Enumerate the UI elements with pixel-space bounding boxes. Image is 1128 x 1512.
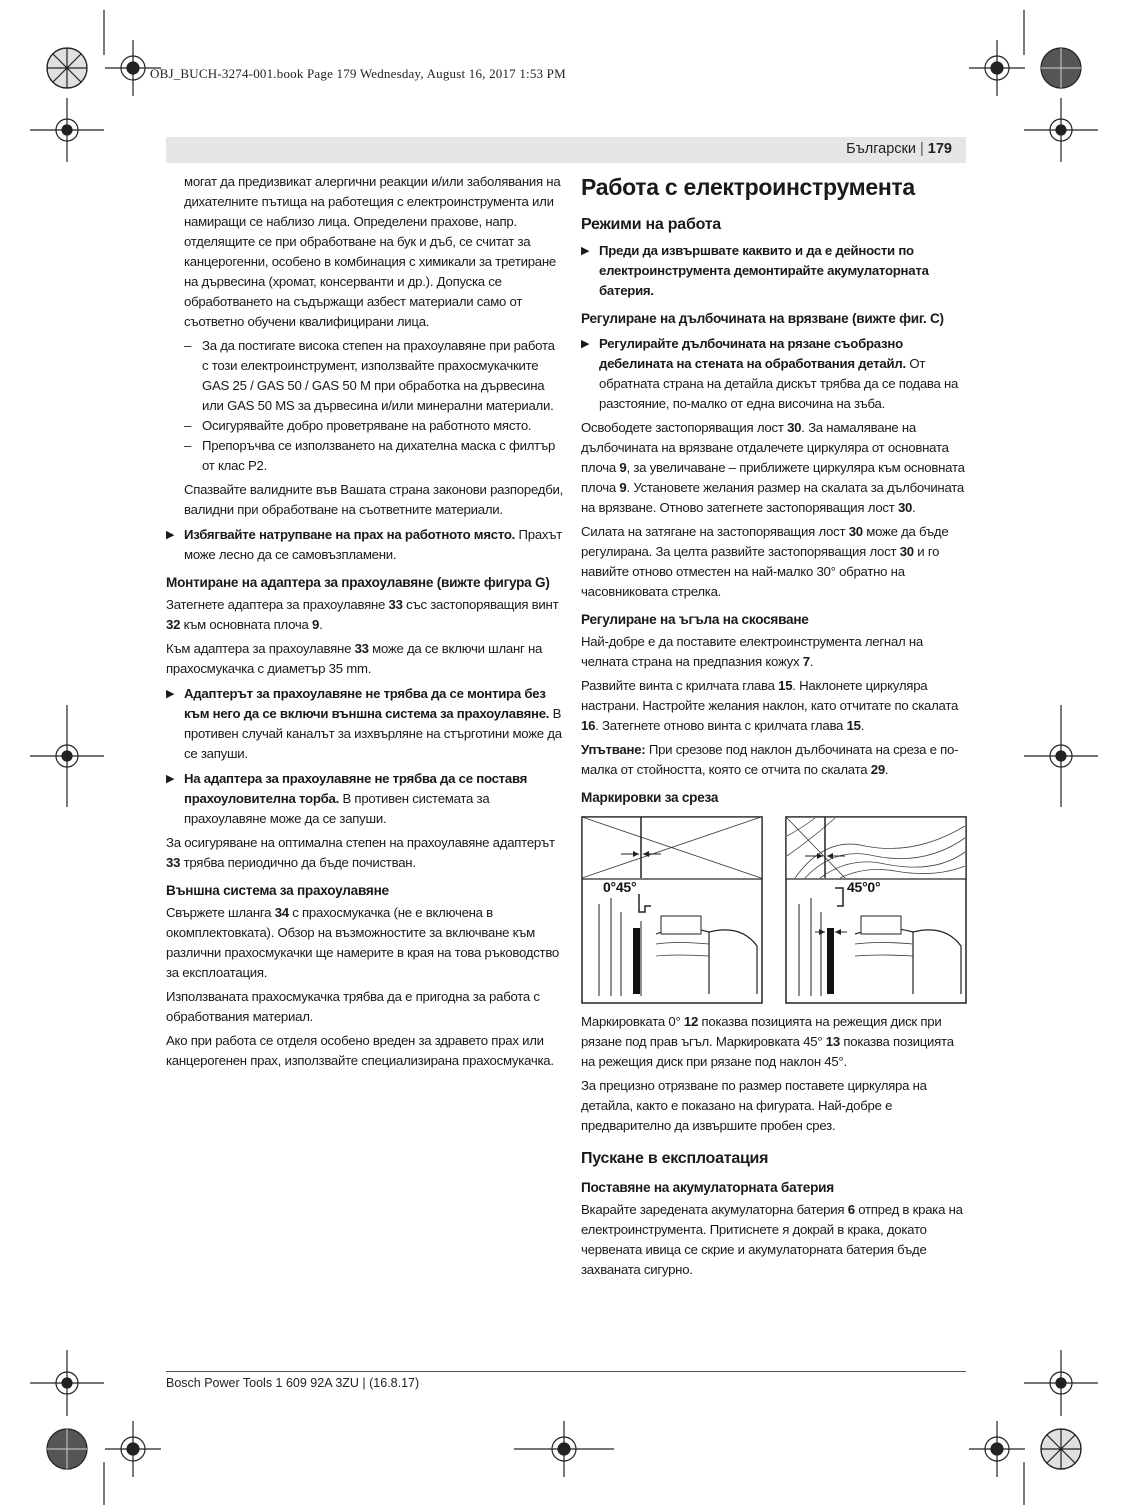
footer-rule: [166, 1371, 966, 1372]
warning-bullet: ▶ Избягвайте натрупване на прах на работното място. Прахът може лесно да се самовъзпламени.: [166, 527, 563, 562]
paragraph: Най-добре е да поставите електроинструмента легнал на челната страна на предпазния кожух 7.: [581, 634, 924, 669]
section-heading: Регулиране на дълбочината на врязване (вижте фиг. С): [581, 311, 944, 326]
paragraph: Освободете застопоряващия лост 30. За намаляване на дълбочината на врязване отдалечете циркуляра от основната плоча 9, за увеличаване – приближете циркуляра към основната плоча 9. Установете желания размер на скалата за дълбочината на врязване. Отново затегнете застопоряващия лост 30.: [581, 420, 965, 515]
page-header: Български | 179: [846, 141, 952, 157]
paragraph: Силата на затягане на застопоряващия лост 30 може да бъде регулирана. За целта развийте застопоряващия лост 30 и го навийте отново отместен на най-малко 30° обратно на часовниковата стрелка.: [581, 524, 949, 599]
cut-marks-figures: [581, 816, 967, 1004]
paragraph: Маркировката 0° 12 показва позицията на режещия диск при рязане под прав ъгъл. Маркировката 45° 13 показва позицията на режещия диск при рязане под наклон 45°.: [581, 1014, 954, 1069]
dash-item: – За да постигате висока степен на прахоулавяне при работа с този електроинструмент, използвайте прахосмукачките GAS 25 / GAS 50 / GAS 50 M при обработка на дървесина или GAS 50 MS за дървесина и/или минерални материали.: [184, 338, 555, 413]
paragraph: Използваната прахосмукачка трябва да е пригодна за работа с обработвания материал.: [166, 989, 540, 1024]
section-heading: Монтиране на адаптера за прахоулавяне (вижте фигура G): [166, 575, 550, 590]
paragraph: Към адаптера за прахоулавяне 33 може да се включи шланг на прахосмукачка с диаметър 35 mm.: [166, 641, 543, 676]
right-column: [581, 172, 967, 1284]
section-heading: Поставяне на акумулаторната батерия: [581, 1180, 834, 1195]
figure-45-label: 45°0°: [847, 879, 881, 895]
section-heading: Външна система за прахоулавяне: [166, 883, 389, 898]
page-number: 179: [927, 141, 952, 157]
paragraph: Развийте винта с крилчата глава 15. Наклонете циркуляра настрани. Настройте желания наклон, като отчитате по скалата 16. Затегнете отново винта с крилчата глава 15.: [581, 678, 959, 733]
dash-item: – Осигурявайте добро проветряване на работното място.: [184, 418, 532, 433]
figure-0-degree: [581, 816, 763, 1004]
warning-bullet: ▶ Адаптерът за прахоулавяне не трябва да се монтира без към него да се включи външна система за прахоулавяне. В противен случай каналът за изхвърляне на стърготини може да се запуши.: [166, 686, 562, 761]
paragraph: Свържете шланга 34 с прахосмукачка (не е включена в окомплектовката). Обзор на възможностите за включване към различни прахосмукачки ще намерите в края на това ръководство за експлоатация.: [166, 905, 560, 980]
figure-45-degree: [785, 816, 967, 1004]
left-column: [166, 172, 564, 1075]
warning-bullet: ▶ Преди да извършвате каквито и да е дейности по електроинструмента демонтирайте акумулаторната батерия.: [581, 243, 929, 298]
warning-bullet: ▶ Регулирайте дълбочината на рязане съобразно дебелината на стената на обработвания детайл. От обратната страна на детайла дискът трябва да се подава на разстояние, по-малко от една височина на зъба.: [581, 336, 959, 411]
paragraph: Затегнете адаптера за прахоулавяне 33 със застопоряващия винт 32 към основната плоча 9.: [166, 597, 559, 632]
section-heading: Маркировки за среза: [581, 790, 719, 805]
paragraph: Вкарайте заредената акумулаторна батерия 6 отпред в крака на електроинструмента. Притиснете я докрай в крака, докато червената ивица се скрие и акумулаторната батерия бъде захваната сигурно.: [581, 1202, 963, 1277]
paragraph: Упътване: При срезове под наклон дълбочината на среза е по-малка от стойността, която се отчита по скалата 29.: [581, 742, 959, 777]
figure-0-label: 0°45°: [603, 879, 637, 895]
paragraph: могат да предизвикат алергични реакции и/или заболявания на дихателните пътища на работещия с електроинструмента или намиращи се наблизо лица. Определени прахове, напр. отделящите се при обработване на бук и дъб, се считат за канцерогенни, особено в комбинация с химикали за третиране на дървесина (хромат, консерванти и др.). Допуска се обработването на съдържащи азбест материали само от съответно обучени квалифицирани лица.: [184, 174, 561, 329]
section-heading: Пускане в експлоатация: [581, 1150, 769, 1167]
section-heading: Режими на работа: [581, 216, 721, 233]
page-title: Работа с електроинструмента: [581, 174, 915, 200]
header-language: Български: [846, 141, 917, 157]
paragraph: За прецизно отрязване по размер поставете циркуляра на детайла, както е показано на фигурата. Най-добре е предварително да извършите пробен срез.: [581, 1078, 927, 1133]
print-info: OBJ_BUCH-3274-001.book Page 179 Wednesday, August 16, 2017 1:53 PM: [150, 66, 566, 81]
section-heading: Регулиране на ъгъла на скосяване: [581, 612, 809, 627]
paragraph: За осигуряване на оптимална степен на прахоулавяне адаптерът 33 трябва периодично да бъде почистван.: [166, 835, 555, 870]
paragraph: Спазвайте валидните във Вашата страна законови разпоредби, валидни при обработване на съответните материали.: [184, 482, 564, 517]
warning-bullet: ▶ На адаптера за прахоулавяне не трябва да се поставя прахоуловителна торба. В противен системата за прахоулавяне може да се запуши.: [166, 771, 528, 826]
paragraph: Ако при работа се отделя особено вреден за здравето прах или канцерогенен прах, използвайте специализирана прахосмукачка.: [166, 1033, 554, 1068]
page-footer: Bosch Power Tools 1 609 92A 3ZU | (16.8.17): [166, 1376, 420, 1390]
dash-item: – Препоръчва се използването на дихателна маска с филтър от клас Р2.: [184, 438, 556, 473]
